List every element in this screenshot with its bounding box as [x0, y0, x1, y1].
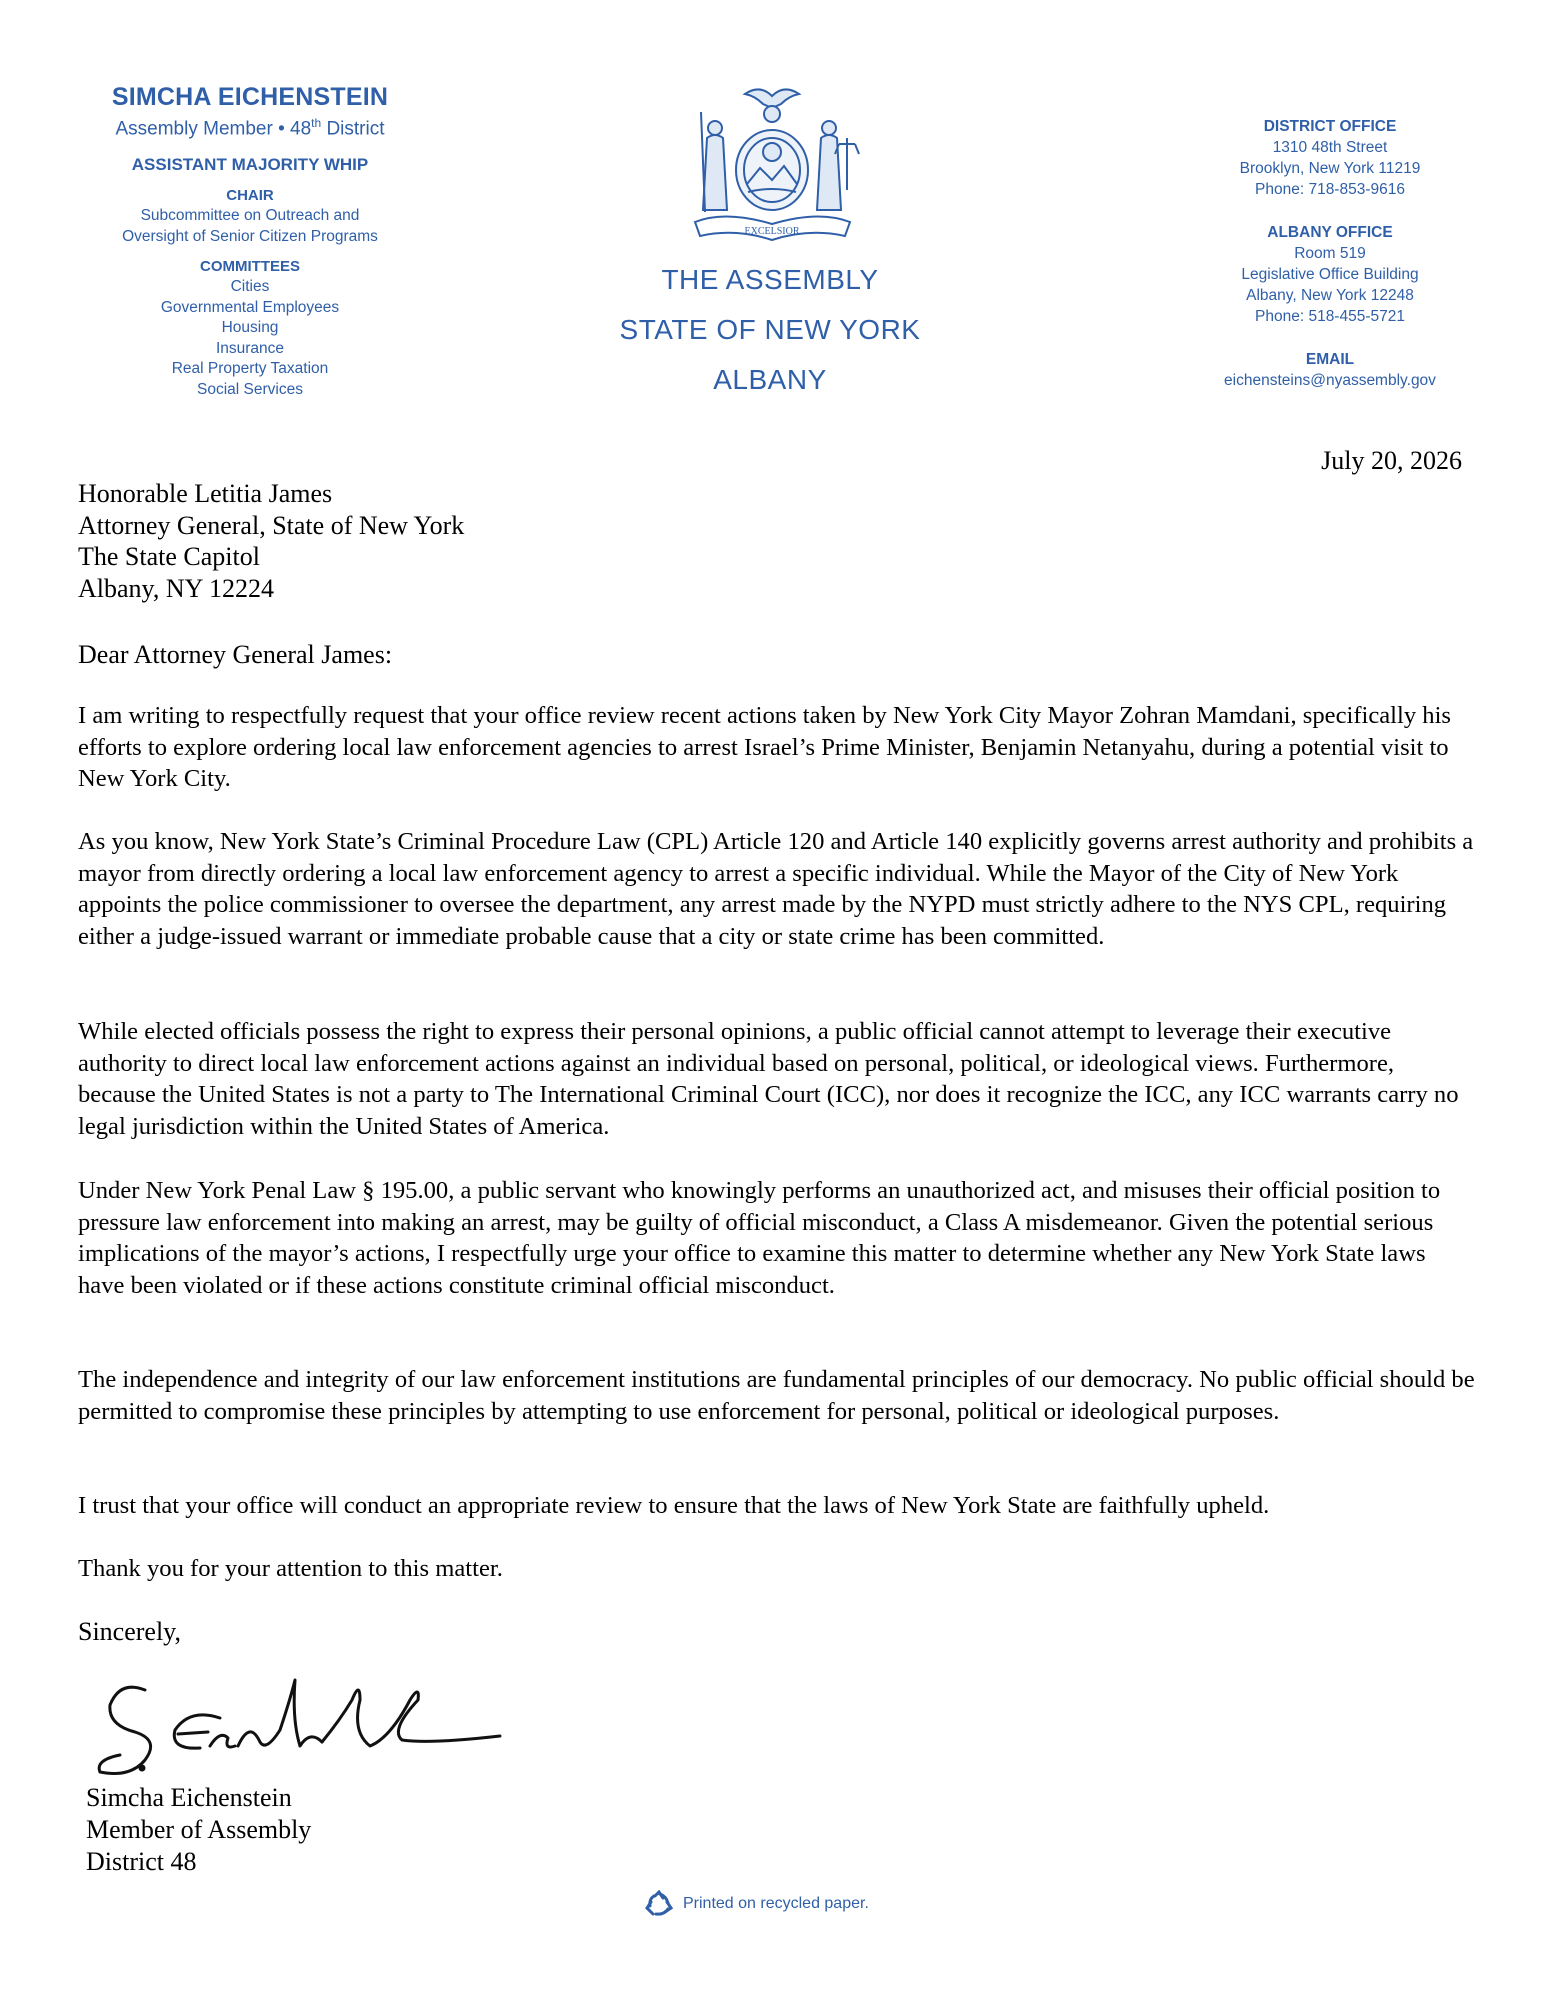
letter-date: July 20, 2026: [1321, 446, 1462, 475]
committee-item: Governmental Employees: [160, 298, 340, 316]
committee-item: Social Services: [197, 380, 303, 398]
seal-motto: EXCELSIOR: [744, 226, 800, 237]
chair-line: Oversight of Senior Citizen Programs: [122, 227, 378, 245]
recipient-line: The State Capitol: [78, 542, 260, 571]
body-paragraph: The independence and integrity of our law enforcement institutions are fundamental principles of our democracy. No public official should be permitted to compromise these principles by attempting to use enforcement for personal, political or ideological purposes.: [78, 1366, 1475, 1425]
district-office-heading: DISTRICT OFFICE: [1263, 118, 1397, 135]
closing: Sincerely,: [78, 1617, 181, 1646]
chair-line: Subcommittee on Outreach and: [140, 207, 360, 225]
body-paragraph: Thank you for your attention to this matter.: [78, 1555, 503, 1582]
recipient-address: [78, 478, 464, 604]
recipient-line: Honorable Letitia James: [78, 479, 333, 508]
body-paragraph: While elected officials possess the right to express their personal opinions, a public official cannot attempt to leverage their executive authority to direct local law enforcement actions against an individual based on personal, political, or ideological views. Furthermore, because the United States is not a party to The International Criminal Court (ICC), nor does it recognize the ICC, any ICC warrants carry no legal jurisdiction within the United States of America.: [78, 1018, 1459, 1140]
recipient-line: Albany, NY 12224: [78, 573, 274, 603]
member-district-suffix: District: [321, 118, 385, 140]
albany-office-line: Legislative Office Building: [1241, 266, 1419, 283]
recycle-icon: [645, 1890, 673, 1918]
state-seal-icon: [685, 82, 860, 252]
signer-name: Simcha Eichenstein: [86, 1783, 292, 1812]
member-name: SIMCHA EICHENSTEIN: [111, 83, 389, 111]
letterhead-right: [1180, 116, 1480, 391]
state-title: STATE OF NEW YORK: [619, 314, 921, 345]
district-office-line: Brooklyn, New York 11219: [1239, 160, 1421, 177]
salutation: Dear Attorney General James:: [78, 640, 393, 669]
committee-item: Insurance: [215, 339, 285, 357]
body-paragraph: I trust that your office will conduct an appropriate review to ensure that the laws of New York State are faithfully upheld.: [78, 1492, 1270, 1519]
recycled-paper-footer: [645, 1890, 869, 1918]
member-district-sup: th: [311, 116, 322, 130]
body-paragraph: Under New York Penal Law § 195.00, a public servant who knowingly performs an unauthorized act, and misuses their official position to pressure law enforcement into making an arrest, may be guilty of official misconduct, a Class A misdemeanor. Given the potential serious implications of the mayor’s actions, I respectfully urge your office to examine this matter to determine whether any New York State laws have been violated or if these actions constitute criminal official misconduct.: [78, 1177, 1441, 1299]
assembly-title: THE ASSEMBLY: [661, 264, 879, 295]
member-district: [60, 112, 440, 140]
body-paragraph: I am writing to respectfully request that your office review recent actions taken by New York City Mayor Zohran Mamdani, specifically his efforts to explore ordering local law enforcement agencies to arrest Israel’s Prime Minister, Benjamin Netanyahu, during a potential visit to New York City.: [78, 702, 1451, 792]
handwritten-signature: [90, 1660, 510, 1780]
signature-block: [86, 1782, 311, 1878]
committee-item: Real Property Taxation: [171, 360, 329, 378]
signer-district: District 48: [86, 1847, 197, 1876]
committee-item: Cities: [230, 278, 270, 296]
email-heading: EMAIL: [1305, 351, 1355, 368]
letterhead-left: [60, 82, 440, 400]
recipient-line: Attorney General, State of New York: [78, 510, 465, 540]
albany-office-line: Room 519: [1294, 245, 1366, 262]
committees-heading: COMMITTEES: [200, 258, 300, 276]
district-office-line: Phone: 718-853-9616: [1255, 181, 1405, 198]
chair-heading: CHAIR: [226, 187, 274, 205]
district-office-line: 1310 48th Street: [1272, 139, 1388, 156]
whip-title: ASSISTANT MAJORITY WHIP: [131, 155, 369, 175]
email-address[interactable]: eichensteins@nyassembly.gov: [1224, 372, 1436, 389]
member-district-prefix: Assembly Member • 48: [115, 118, 312, 140]
albany-office-line: Phone: 518-455-5721: [1255, 308, 1405, 325]
footer-text: Printed on recycled paper.: [683, 1895, 869, 1912]
body-paragraph: As you know, New York State’s Criminal Procedure Law (CPL) Article 120 and Article 140 explicitly governs arrest authority and prohibits a mayor from directly ordering a local law enforcement agency to arrest a specific individual. While the Mayor of the City of New York appoints the police commissioner to oversee the department, any arrest made by the NYPD must strictly adhere to the NYS CPL, requiring either a judge-issued warrant or immediate probable cause that a city or state crime has been committed.: [78, 828, 1474, 950]
city-title: ALBANY: [713, 364, 827, 395]
committee-item: Housing: [221, 319, 279, 337]
albany-office-heading: ALBANY OFFICE: [1267, 224, 1393, 241]
signer-title: Member of Assembly: [86, 1815, 312, 1844]
albany-office-line: Albany, New York 12248: [1246, 287, 1414, 304]
